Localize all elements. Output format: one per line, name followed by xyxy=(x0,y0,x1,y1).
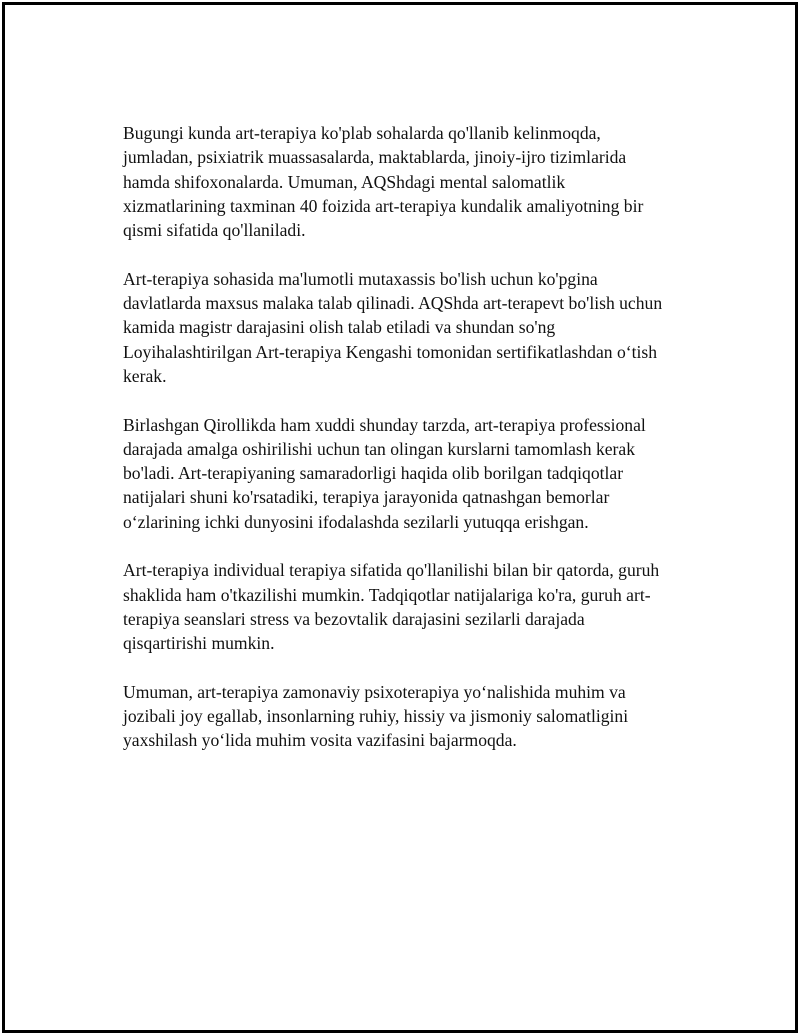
paragraph-3 xyxy=(123,413,703,534)
text-line: xizmatlarining taxminan 40 foizida art-terapiya kundalik amaliyotning bir xyxy=(123,195,644,216)
text-line: Umuman, art-terapiya zamonaviy psixoterapiya yo‘nalishida muhim va xyxy=(123,681,626,702)
text-line: hamda shifoxonalarda. Umuman, AQShdagi mental salomatlik xyxy=(123,171,566,192)
text-line: Art-terapiya sohasida ma'lumotli mutaxassis bo'lish uchun ko'pgina xyxy=(123,268,598,289)
text-line: Birlashgan Qirollikda ham xuddi shunday tarzda, art-terapiya professional xyxy=(123,414,646,435)
text-line: o‘zlarining ichki dunyosini ifodalashda sezilarli yutuqqa erishgan. xyxy=(123,511,589,532)
text-line: kamida magistr darajasini olish talab etiladi va shundan so'ng xyxy=(123,317,556,338)
paragraph-1 xyxy=(123,121,703,242)
text-line: bo'ladi. Art-terapiyaning samaradorligi haqida olib borilgan tadqiqotlar xyxy=(123,463,624,484)
text-line: yaxshilash yo‘lida muhim vosita vazifasini bajarmoqda. xyxy=(123,730,517,751)
text-line: shaklida ham o'tkazilishi mumkin. Tadqiqotlar natijalariga ko'ra, guruh art- xyxy=(123,584,651,605)
text-line: qisqartirishi mumkin. xyxy=(123,633,275,654)
text-line: darajada amalga oshirilishi uchun tan olingan kurslarni tamomlash kerak xyxy=(123,438,636,459)
text-line: Bugungi kunda art-terapiya ko'plab sohalarda qo'llanib kelinmoqda, xyxy=(123,123,601,143)
text-line: jumladan, psixiatrik muassasalarda, maktablarda, jinoiy-ijro tizimlarida xyxy=(123,147,627,168)
text-line: natijalari shuni ko'rsatadiki, terapiya jarayonida qatnashgan bemorlar xyxy=(123,487,610,508)
text-line: jozibali joy egallab, insonlarning ruhiy, hissiy va jismoniy salomatligini xyxy=(123,706,629,727)
paragraph-2 xyxy=(123,267,703,388)
page xyxy=(2,2,798,1033)
text-line: terapiya seanslari stress va bezovtalik darajasini sezilarli darajada xyxy=(123,608,585,629)
paragraph-4 xyxy=(123,558,703,655)
text-line: Loyihalashtirilgan Art-terapiya Kengashi tomonidan sertifikatlashdan o‘tish xyxy=(123,341,658,362)
text-line: kerak. xyxy=(123,365,167,386)
document-body xyxy=(123,121,703,777)
text-line: Art-terapiya individual terapiya sifatida qo'llanilishi bilan bir qatorda, guruh xyxy=(123,560,660,581)
paragraph-5 xyxy=(123,680,703,753)
text-line: qismi sifatida qo'llaniladi. xyxy=(123,220,306,241)
text-line: davlatlarda maxsus malaka talab qilinadi. AQShda art-terapevt bo'lish uchun xyxy=(123,293,663,314)
